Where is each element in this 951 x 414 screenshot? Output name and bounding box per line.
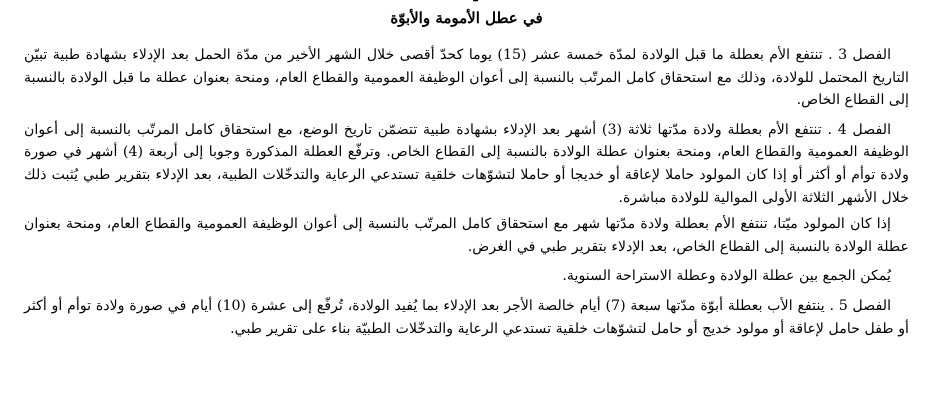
article-3-paragraph: الفصل 3 . تنتفع الأم بعطلة ما قبل الولادة لمدّة خمسة عشر (15) يوما كحدّ أقصى خلال الشهر الأخير من مدّة الحمل بعد الإدلاء بشهادة طبية تبيّن التاريخ المحتمل للولادة، وذلك مع استحقاق كامل المرتّب بالنسبة إلى أعوان الوظيفة العمومية والقطاع العام، ومنحة بعنوان عطلة ما قبل الولادة بالنسبة إلى القطاع الخاص. <box>24 47 909 109</box>
leave-combination-paragraph: يُمكن الجمع بين عطلة الولادة وعطلة الاستراحة السنوية. <box>562 268 891 285</box>
article-4-paragraph: الفصل 4 . تنتفع الأم بعطلة ولادة مدّتها ثلاثة (3) أشهر بعد الإدلاء بشهادة طبية تتضمّن تاريخ الوضع، مع استحقاق كامل المرتّب بالنسبة إلى أعوان الوظيفة العمومية والقطاع العام، ومنحة بعنوان عطلة الولادة بالنسبة إلى القطاع الخاص. وترفّع العطلة المذكورة وجوبا إلى أربعة (4) أشهر في صورة ولادة توأم أو أكثر أو إذا كان المولود حاملا لإعاقة أو خديجا أو حاملا لتشوّهات خلقية تستدعي الرعاية والتدخّلات الطبية، بعد الإدلاء بتقرير طبي يُثبت ذلك خلال الأشهر الثلاثة الأولى الموالية للولادة مباشرة. <box>24 121 909 206</box>
article-5-paragraph: الفصل 5 . ينتفع الأب بعطلة أبوّة مدّتها سبعة (7) أيام خالصة الأجر بعد الإدلاء بما يُفيد الولادة، تُرفّع إلى عشرة (10) أيام في صورة ولادة توأم أو أكثر أو طفل حامل لإعاقة أو مولود خديج أو حامل لتشوّهات خلقية تستدعي الرعاية والتدخّلات الطبيّة بناء على تقرير طبي. <box>24 297 909 337</box>
section-title: في عطل الأمومة والأبوّة <box>390 9 543 27</box>
stillbirth-paragraph: إذا كان المولود ميّتا، تنتفع الأم بعطلة ولادة مدّتها شهر مع استحقاق كامل المرتّب بالنسبة إلى أعوان الوظيفة العمومية والقطاع العام، ومنحة بعنوان عطلة الولادة بالنسبة إلى القطاع الخاص، بعد الإدلاء بتقرير طبي في الغرض. <box>24 216 909 255</box>
cropped-heading-fragment <box>0 0 951 4</box>
